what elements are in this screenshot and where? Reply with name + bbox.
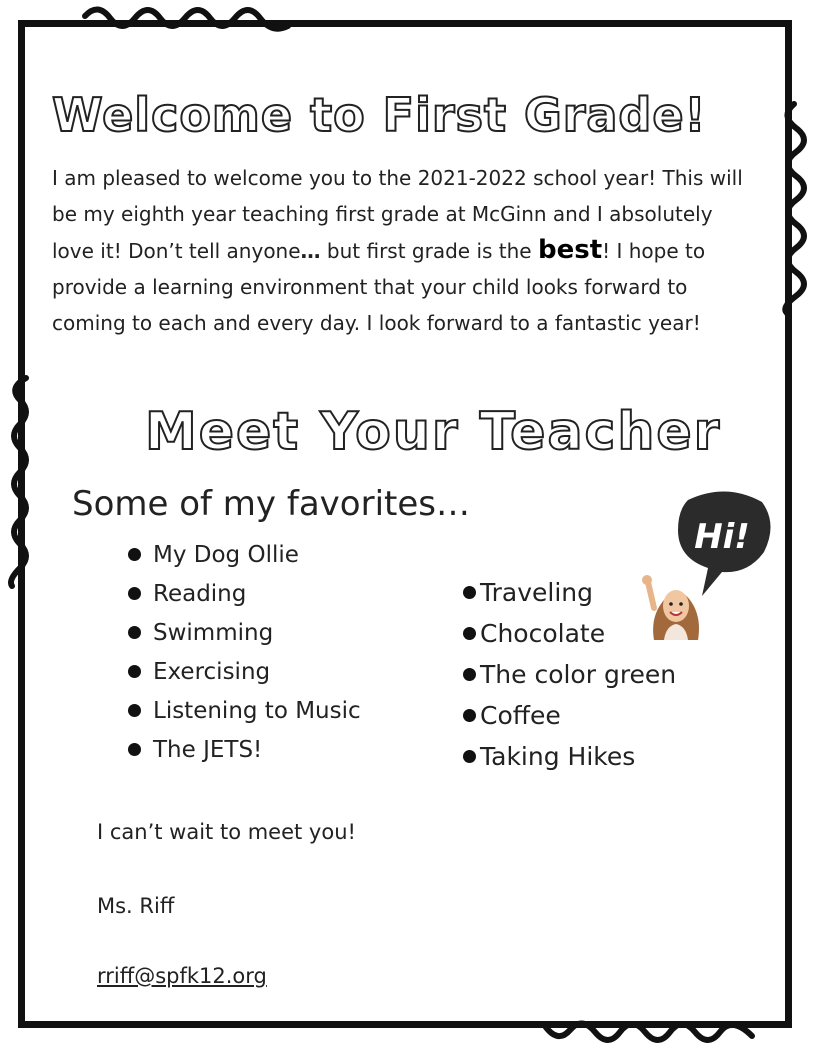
speech-bubble [678, 491, 771, 596]
squiggle-bottom-decoration [540, 1018, 760, 1052]
intro-text-part1: I am pleased to welcome you to the 2021-2022 school year! This will be my eighth year teaching first grade at McGinn and I absolutely love it! Don’t tell anyone [52, 166, 743, 263]
bullet-icon [128, 626, 141, 639]
favorite-item [128, 691, 361, 730]
favorite-item-label: Coffee [480, 701, 561, 730]
favorite-item [128, 574, 361, 613]
bullet-icon [128, 743, 141, 756]
intro-ellipsis: … [300, 239, 321, 263]
squiggle-left-decoration [2, 374, 38, 590]
bullet-icon [463, 709, 476, 722]
favorite-item-label: The color green [480, 660, 677, 689]
closing-line: I can’t wait to meet you! [97, 820, 356, 844]
bullet-icon [128, 548, 141, 561]
bullet-icon [463, 627, 476, 640]
speech-bubble-text: Hi! [694, 517, 750, 557]
bullet-icon [128, 587, 141, 600]
favorite-item-label: The JETS! [153, 736, 263, 763]
meet-your-teacher-title: Meet Your Teacher [145, 402, 722, 462]
squiggle-top-decoration [80, 4, 295, 38]
favorite-item-label: Traveling [480, 578, 593, 607]
favorite-item [128, 535, 361, 574]
favorite-item [128, 613, 361, 652]
favorite-item-label: Reading [153, 580, 247, 607]
bitmoji-figure [642, 575, 699, 640]
teacher-email-link[interactable]: rriff@spfk12.org [97, 964, 267, 988]
favorites-heading: Some of my favorites… [72, 484, 470, 524]
squiggle-right-decoration [776, 100, 812, 320]
favorite-item-label: Taking Hikes [480, 742, 636, 771]
teacher-bitmoji-icon [636, 488, 778, 640]
favorite-item [128, 652, 361, 691]
bullet-icon [128, 665, 141, 678]
favorite-item-label: Swimming [153, 619, 274, 646]
intro-paragraph [52, 160, 752, 341]
intro-emphasis-best: best [537, 235, 603, 265]
welcome-title: Welcome to First Grade! [52, 88, 707, 142]
favorite-item-label: Listening to Music [153, 697, 361, 724]
favorite-item-label: Chocolate [480, 619, 606, 648]
favorites-list-left [128, 535, 361, 769]
bullet-icon [128, 704, 141, 717]
teacher-signature: Ms. Riff [97, 894, 175, 918]
bullet-icon [463, 586, 476, 599]
bullet-icon [463, 750, 476, 763]
intro-text-part3: ! I hope to provide a learning environment that your child looks forward to coming to each and every day. I look forward to a fantastic year! [52, 239, 706, 335]
favorite-item [463, 736, 676, 777]
bullet-icon [463, 668, 476, 681]
intro-text-part2: but first grade is the [320, 239, 538, 263]
favorite-item-label: Exercising [153, 658, 271, 685]
favorite-item [463, 654, 676, 695]
favorite-item-label: My Dog Ollie [153, 541, 299, 568]
favorite-item [463, 695, 676, 736]
favorite-item [128, 730, 361, 769]
